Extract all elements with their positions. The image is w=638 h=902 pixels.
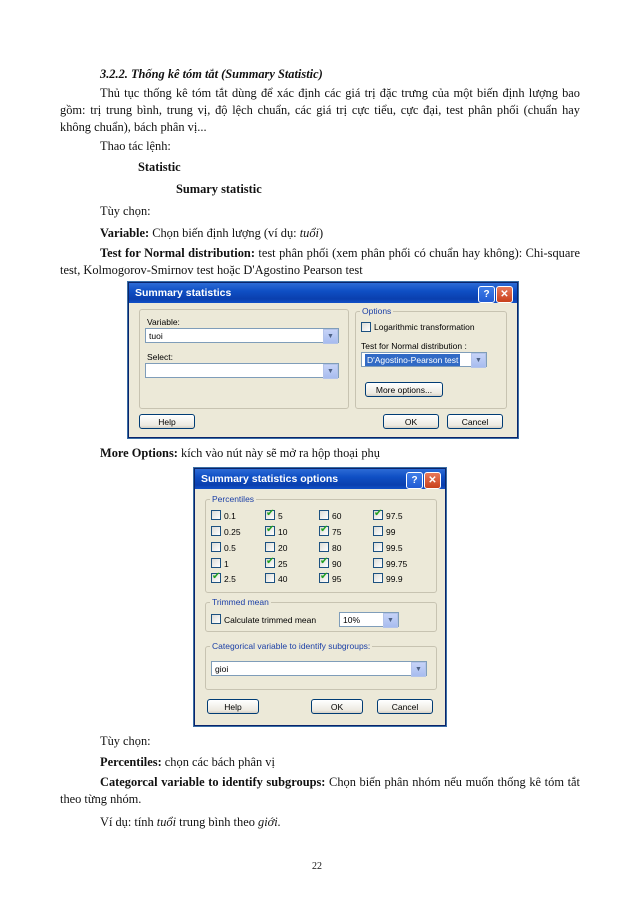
trimmed-percent-value: 10% [343, 615, 361, 625]
percentile-checkbox-20[interactable] [265, 542, 275, 552]
percentile-checkbox-1[interactable] [211, 558, 221, 568]
example-paragraph [100, 814, 281, 831]
options-group-title: Options [362, 306, 392, 316]
percentile-label: 40 [278, 574, 288, 584]
test-term: Test for Normal distribution: [100, 246, 255, 260]
categorical-desc: Chọn biến phân nhóm nếu muốn thống kê tóm tắt theo từng nhóm. [60, 775, 580, 806]
percentile-checkbox-0-1[interactable] [211, 510, 221, 520]
summary-statistics-dialog [128, 282, 518, 438]
percentile-label: 95 [332, 574, 342, 584]
variable-desc: Chọn biến định lượng (ví dụ: [149, 226, 300, 240]
percentile-label: 0.25 [224, 527, 241, 537]
percentile-label: 80 [332, 543, 342, 553]
percentile-label: 20 [278, 543, 288, 553]
percentile-label: 99.75 [386, 559, 408, 569]
chevron-down-icon[interactable]: ▼ [323, 329, 338, 344]
categorical-value: gioi [215, 664, 229, 674]
more-options-button[interactable]: More options... [365, 382, 443, 397]
percentile-label: 1 [224, 559, 229, 569]
instruction-label: Thao tác lệnh: [100, 139, 171, 153]
percentile-checkbox-75[interactable] [319, 526, 329, 536]
percentile-checkbox-2-5[interactable] [211, 573, 221, 583]
percentile-label: 60 [332, 511, 342, 521]
log-transform-label: Logarithmic transformation [374, 322, 475, 332]
percentiles-term: Percentiles: [100, 755, 162, 769]
help-titlebar-icon[interactable]: ? [406, 472, 423, 489]
percentile-label: 90 [332, 559, 342, 569]
percentile-checkbox-99-75[interactable] [373, 558, 383, 568]
percentile-label: 99.9 [386, 574, 403, 584]
categorical-paragraph [60, 774, 580, 808]
chevron-down-icon[interactable]: ▼ [471, 353, 486, 368]
menu-summary-statistic: Sumary statistic [176, 182, 262, 196]
cancel-button[interactable]: Cancel [447, 414, 503, 429]
trimmed-mean-checkbox[interactable] [211, 614, 221, 624]
options-dialog-title: Summary statistics options [195, 469, 445, 489]
percentile-checkbox-0-5[interactable] [211, 542, 221, 552]
chevron-down-icon[interactable]: ▼ [323, 364, 338, 379]
help-titlebar-icon[interactable]: ? [478, 286, 495, 303]
normal-test-value: D'Agostino-Pearson test [367, 355, 459, 365]
percentile-checkbox-40[interactable] [265, 573, 275, 583]
percentile-checkbox-99-9[interactable] [373, 573, 383, 583]
variable-close: ) [318, 226, 324, 240]
trimmed-mean-group-title: Trimmed mean [212, 597, 269, 607]
percentile-label: 97.5 [386, 511, 403, 521]
variable-select[interactable] [145, 328, 339, 343]
variable-field-label: Variable: [147, 317, 180, 327]
percentile-checkbox-80[interactable] [319, 542, 329, 552]
menu-statistic: Statistic [138, 160, 181, 174]
percentile-label: 99 [386, 527, 396, 537]
percentile-label: 2.5 [224, 574, 236, 584]
options-label-1: Tùy chọn: [100, 204, 151, 218]
percentile-checkbox-5[interactable] [265, 510, 275, 520]
select-field-label: Select: [147, 352, 173, 362]
dialog-title: Summary statistics [129, 283, 517, 303]
percentile-label: 99.5 [386, 543, 403, 553]
close-icon[interactable]: ✕ [424, 472, 441, 489]
percentile-checkbox-99-5[interactable] [373, 542, 383, 552]
page-number: 22 [312, 861, 322, 872]
intro-paragraph: Thủ tục thống kê tóm tắt dùng để xác định các giá trị đặc trưng của một biến định lượng bao gồm: trị trung bình, trung vị, độ lệch chuẩn, các giá trị cực tiểu, cực đại, test phân phối (chuẩn hay không chuẩn), bách phân vị... [60, 86, 580, 134]
percentile-checkbox-10[interactable] [265, 526, 275, 536]
normal-test-label: Test for Normal distribution : [361, 341, 467, 351]
percentile-checkbox-60[interactable] [319, 510, 329, 520]
percentile-checkbox-25[interactable] [265, 558, 275, 568]
example-variable: tuổi [156, 815, 177, 829]
example-group: giới. [258, 815, 281, 829]
more-options-term: More Options: [100, 446, 178, 460]
example-middle: trung bình theo [176, 815, 258, 829]
options-label-2: Tùy chọn: [100, 734, 151, 748]
close-icon[interactable]: ✕ [496, 286, 513, 303]
percentile-checkbox-0-25[interactable] [211, 526, 221, 536]
summary-options-dialog [194, 468, 446, 726]
categorical-select[interactable] [211, 661, 427, 676]
help-button[interactable]: Help [139, 414, 195, 429]
ok-button[interactable]: OK [311, 699, 363, 714]
categorical-group-title: Categorical variable to identify subgroups: [212, 641, 371, 651]
more-options-paragraph [100, 445, 380, 462]
categorical-term: Categorcal variable to identify subgroups: [100, 775, 326, 789]
example-prefix: Ví dụ: tính [100, 815, 157, 829]
percentile-label: 10 [278, 527, 288, 537]
percentile-label: 5 [278, 511, 283, 521]
percentile-checkbox-90[interactable] [319, 558, 329, 568]
percentile-label: 75 [332, 527, 342, 537]
section-heading: 3.2.2. Thống kê tóm tắt (Summary Statistic) [100, 67, 323, 81]
percentile-label: 0.1 [224, 511, 236, 521]
percentile-label: 25 [278, 559, 288, 569]
percentile-label: 0.5 [224, 543, 236, 553]
test-desc: test phân phối (xem phân phối có chuẩn hay không): Chi-square test, Kolmogorov-Smirnov test hoặc D'Agostino Pearson test [60, 246, 580, 277]
trimmed-percent-select[interactable] [339, 612, 399, 627]
variable-term: Variable: [100, 226, 150, 240]
help-button[interactable]: Help [207, 699, 259, 714]
test-paragraph [60, 245, 580, 279]
variable-example: tuổi [299, 226, 319, 240]
percentiles-paragraph [100, 754, 275, 771]
chevron-down-icon[interactable]: ▼ [411, 662, 426, 677]
select-filter-select[interactable] [145, 363, 339, 378]
chevron-down-icon[interactable]: ▼ [383, 613, 398, 628]
percentile-checkbox-97-5[interactable] [373, 510, 383, 520]
variable-paragraph [100, 225, 323, 242]
percentile-checkbox-95[interactable] [319, 573, 329, 583]
percentiles-desc: chọn các bách phân vị [161, 755, 275, 769]
cancel-button[interactable]: Cancel [377, 699, 433, 714]
variable-select-value: tuoi [149, 331, 163, 341]
percentile-checkbox-99[interactable] [373, 526, 383, 536]
percentiles-group-title: Percentiles [212, 494, 255, 504]
trimmed-mean-label: Calculate trimmed mean [224, 615, 317, 625]
normal-test-select[interactable] [361, 352, 487, 367]
log-transform-checkbox[interactable] [361, 322, 371, 332]
ok-button[interactable]: OK [383, 414, 439, 429]
more-options-desc: kích vào nút này sẽ mở ra hộp thoại phụ [177, 446, 380, 460]
